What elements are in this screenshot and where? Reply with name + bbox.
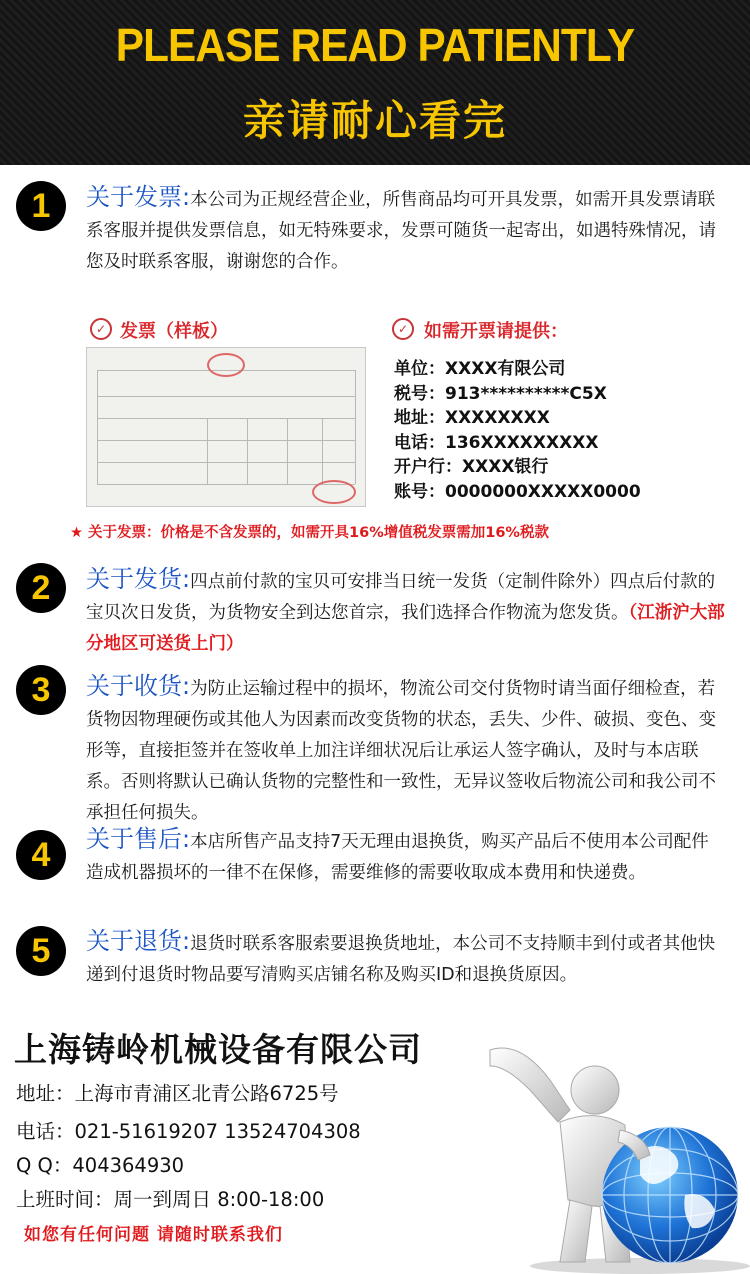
title-chinese: 亲请耐心看完 bbox=[242, 96, 507, 145]
number-badge-5: 5 bbox=[16, 926, 66, 976]
figure-with-globe-illustration bbox=[460, 1030, 750, 1274]
header-banner bbox=[0, 0, 750, 165]
section-body: 四点前付款的宝贝可安排当日统一发货（定制件除外）四点后付款的宝贝次日发货，为货物安全到达您首宗，我们选择合作物流为您发货。 bbox=[86, 572, 716, 623]
section-invoice bbox=[86, 182, 726, 278]
number-badge-3: 3 bbox=[16, 665, 66, 715]
number-badge-2: 2 bbox=[16, 563, 66, 613]
section-head: 关于发货: bbox=[86, 565, 191, 593]
section-body: 为防止运输过程中的损坏，物流公司交付货物时请当面仔细检查，若货物因物理硬伤或其他人为因素而改变货物的状态，丢失、少件、破损、变色、变形等，直接拒签并在签收单上加注详细状况后让承运人签字确认，及时与本店联系。否则将默认已确认货物的完整性和一致性，无异议签收后物流公司和我公司不承担任何损失。 bbox=[86, 679, 716, 823]
invoice-sample-title: 发票（样板） bbox=[120, 321, 228, 342]
check-circle-icon: ✓ bbox=[90, 318, 112, 340]
invoice-tax-note: ★ 关于发票：价格是不含发票的，如需开具16%增值税发票需加16%税款 bbox=[70, 525, 549, 541]
section-head: 关于收货: bbox=[86, 672, 191, 700]
stamp-seal bbox=[312, 480, 356, 504]
contact-us-note: 如您有任何问题 请随时联系我们 bbox=[24, 1225, 283, 1245]
invoice-provide-title: 如需开票请提供： bbox=[424, 321, 568, 342]
title-english: PLEASE READ PATIENTLY bbox=[115, 19, 635, 71]
section-returns bbox=[86, 926, 726, 991]
invoice-info-list bbox=[394, 357, 641, 505]
invoice-field: 账号：0000000XXXXX0000 bbox=[394, 481, 641, 502]
company-qq: Q Q：404364930 bbox=[16, 1154, 185, 1177]
section-head: 关于售后: bbox=[86, 825, 191, 853]
check-circle-icon: ✓ bbox=[392, 318, 414, 340]
invoice-field: 地址：XXXXXXXX bbox=[394, 408, 550, 429]
section-after-sales bbox=[86, 824, 726, 889]
number-badge-4: 4 bbox=[16, 830, 66, 880]
invoice-field: 税号：913**********C5X bbox=[394, 383, 607, 404]
company-hours: 上班时间：周一到周日 8:00-18:00 bbox=[16, 1188, 325, 1211]
invoice-field: 电话：136XXXXXXXXX bbox=[394, 432, 599, 453]
section-body: 本公司为正规经营企业，所售商品均可开具发票，如需开具发票请联系客服并提供发票信息，如无特殊要求，发票可随货一起寄出，如遇特殊情况，请您及时联系客服，谢谢您的合作。 bbox=[86, 190, 716, 272]
section-shipping bbox=[86, 564, 726, 660]
invoice-field: 开户行：XXXX银行 bbox=[394, 457, 549, 478]
invoice-field: 单位：XXXX有限公司 bbox=[394, 359, 566, 379]
section-head: 关于发票: bbox=[86, 183, 191, 211]
company-name: 上海铸岭机械设备有限公司 bbox=[14, 1030, 422, 1069]
company-phone: 电话：021-51619207 13524704308 bbox=[16, 1120, 361, 1143]
invoice-sample-image bbox=[86, 347, 366, 507]
section-head: 关于退货: bbox=[86, 927, 191, 955]
number-badge-1: 1 bbox=[16, 181, 66, 231]
section-body: 本店所售产品支持7天无理由退换货，购买产品后不使用本公司配件造成机器损坏的一律不在保修，需要维修的需要收取成本费用和快递费。 bbox=[86, 832, 709, 883]
company-address: 地址：上海市青浦区北青公路6725号 bbox=[16, 1082, 339, 1105]
section-highlight: （江浙沪大部分地区可送货上门） bbox=[86, 603, 725, 654]
section-receiving bbox=[86, 671, 726, 829]
stamp-seal bbox=[207, 353, 245, 377]
section-body: 退货时联系客服索要退换货地址，本公司不支持顺丰到付或者其他快递到付退货时物品要写清购买店铺名称及购买ID和退换货原因。 bbox=[86, 934, 716, 985]
